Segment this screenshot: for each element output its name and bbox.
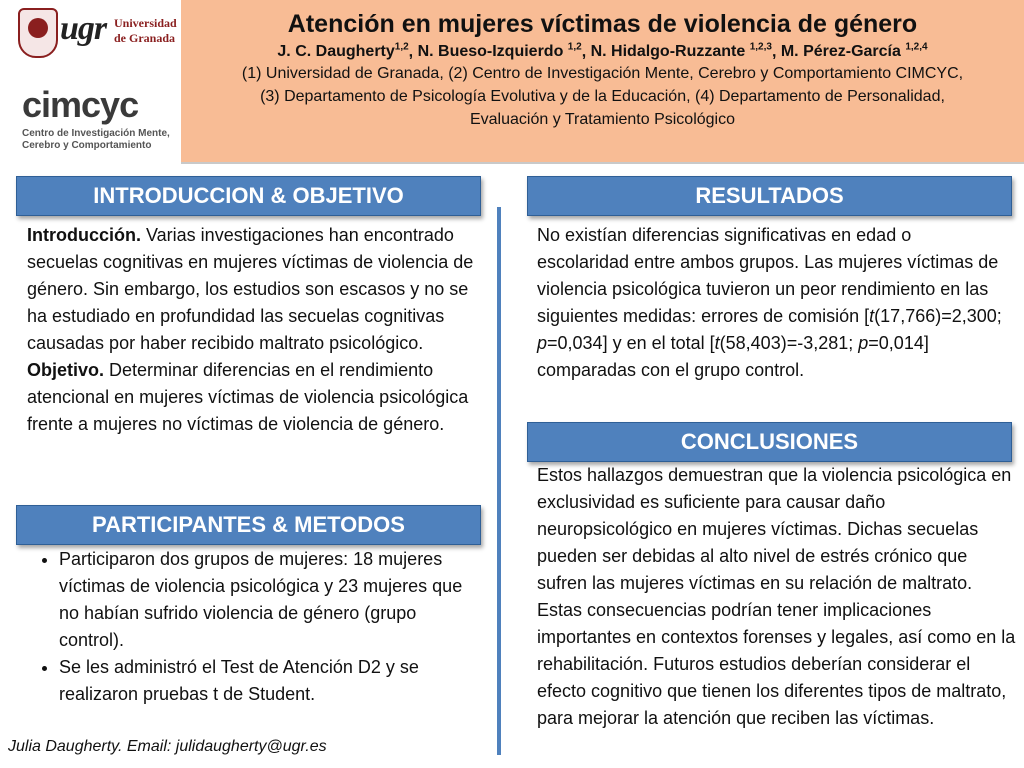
intro-label: Introducción.: [27, 225, 141, 245]
ugr-seal-icon: [18, 8, 58, 58]
affiliation-line-1: (1) Universidad de Granada, (2) Centro de Investigación Mente, Cerebro y Comportamiento CIMCYC,: [241, 65, 964, 83]
conclusions-body: Estos hallazgos demuestran que la violencia psicológica en exclusividad es suficiente para causar daño neuropsicológico en mujeres víctimas. Dichas secuelas pueden ser debidas al alto nivel de estrés crónico que sufren las mujeres víctimas en su relación de maltrato. Estas consecuencias podrían tener implicaciones importantes en contextos forenses y legales, así como en la rehabilitación. Futuros estudios deberían considerar el efecto cognitivo que tienen los diferentes tipos de maltrato, para mejorar la atención que reciben las víctimas.: [537, 465, 1016, 728]
cimcyc-sub-line2: Cerebro y Comportamiento: [22, 140, 152, 151]
cimcyc-subtitle: [22, 128, 177, 152]
author-1: [277, 43, 408, 60]
column-divider: [497, 207, 501, 755]
intro-text: Varias investigaciones han encontrado secuelas cognitivas en mujeres víctimas de violencia de género. Sin embargo, los estudios son escasos y no se ha estudiado en profundidad las secuelas cognitivas causadas por haber recibido maltrato psicológico.: [27, 225, 474, 353]
objective-text: Determinar diferencias en el rendimiento atencional en mujeres víctimas de violencia psicológica frente a mujeres no víctimas de violencia de género.: [27, 360, 469, 434]
poster-header: [181, 0, 1024, 164]
ugr-name-line1: Universidad: [114, 16, 177, 30]
cimcyc-sub-line1: Centro de Investigación Mente,: [22, 128, 170, 139]
ugr-mark: ugr: [60, 10, 107, 47]
intro-body: [27, 222, 477, 438]
affiliation-line-2: (3) Departamento de Psicología Evolutiva y de la Educación, (4) Departamento de Personalidad,: [260, 88, 945, 106]
t-symbol-2: t: [714, 333, 720, 353]
logo-panel: [0, 0, 180, 162]
results-body: [537, 222, 1007, 384]
author-name: M. Pérez-García: [780, 43, 906, 61]
t-symbol-1: t: [869, 306, 875, 326]
results-text-4: (58,403)=-3,281;: [719, 333, 859, 353]
contact-footer: Julia Daugherty. Email: julidaugherty@ugr.es: [8, 738, 327, 755]
author-sup: 1,2,3: [749, 42, 772, 53]
author-sup: 1,2,4: [905, 42, 928, 53]
author-sup: 1,2: [567, 42, 582, 53]
methods-bullet-list: [27, 546, 472, 708]
author-4: [781, 43, 928, 60]
p-symbol-1: p: [537, 333, 548, 353]
ugr-logo: [18, 6, 178, 70]
ugr-name-line2: de Granada: [114, 31, 176, 45]
author-name: J. C. Daugherty: [277, 43, 395, 61]
cimcyc-mark: cimcyc: [22, 84, 139, 125]
ugr-name: [114, 16, 177, 46]
methods-body: [27, 546, 472, 708]
methods-heading: PARTICIPANTES & METODOS: [16, 505, 481, 545]
author-name: N. Bueso-Izquierdo: [417, 43, 568, 61]
intro-heading: INTRODUCCION & OBJETIVO: [16, 176, 481, 216]
affiliation-line-3: Evaluación y Tratamiento Psicológico: [469, 111, 736, 129]
results-text-3: =0,034] y en el total [: [547, 333, 715, 353]
author-3: [591, 43, 772, 60]
p-symbol-2: p: [858, 333, 869, 353]
methods-bullet-1: • Participaron dos grupos de mujeres: 18 mujeres víctimas de violencia psicológica y 23 mujeres que no habían sufrido violencia de género (grupo control).: [59, 546, 472, 654]
results-text-2: (17,766)=2,300;: [874, 306, 1002, 326]
results-heading: RESULTADOS: [527, 176, 1012, 216]
author-2: [418, 43, 582, 60]
cimcyc-logo: [22, 84, 177, 152]
results-text-1: No existían diferencias significativas en edad o escolaridad entre ambos grupos. Las mujeres víctimas de violencia psicológica tuvieron un peor rendimiento en las siguientes medidas: errores de comisión [: [537, 225, 999, 326]
author-name: N. Hidalgo-Ruzzante: [590, 43, 750, 61]
objective-label: Objetivo.: [27, 360, 105, 380]
conclusions-heading: CONCLUSIONES: [527, 422, 1012, 462]
author-list: J. C. Daugherty$^{1,2}$, N. Bueso-Izquierdo $^{1,2}$, N. Hidalgo-Ruzzante $^{1,2,3}$, M. Pérez-García $^{1,2,4}$: [277, 42, 928, 61]
results-text-5: =0,014] comparadas con el grupo control.: [537, 333, 929, 380]
affiliations: [181, 62, 1024, 131]
author-sup: 1,2: [394, 42, 409, 53]
poster-title: Atención en mujeres víctimas de violencia de género: [287, 10, 918, 38]
methods-bullet-2: • Se les administró el Test de Atención D2 y se realizaron pruebas t de Student.: [59, 654, 472, 708]
